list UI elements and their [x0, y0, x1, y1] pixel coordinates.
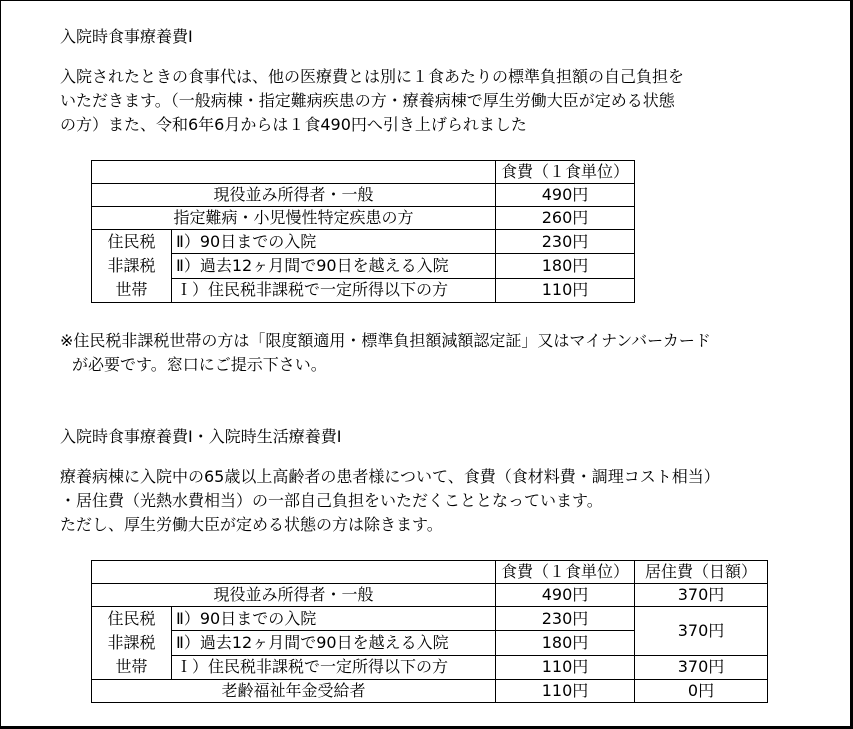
note-line2: が必要です。窓口にご提示下さい。 — [72, 355, 327, 374]
tax-exempt-group-label: 住民税 非課税 世帯 — [92, 230, 172, 303]
meal-value: 230円 — [496, 607, 635, 631]
meal-value: 490円 — [496, 584, 635, 607]
section1-paragraph-line2: いただきます。（一般病棟・指定難病疾患の方・療養病棟で厚生労働大臣が定める状態 — [60, 91, 675, 110]
table-row — [92, 655, 768, 679]
residence-value: 0円 — [635, 680, 768, 703]
group-row-label: Ｉ）住民税非課税で一定所得以下の方 — [172, 655, 496, 679]
group-row-label: Ⅱ）過去12ヶ月間で90日を越える入院 — [172, 631, 496, 655]
meal-value: 110円 — [496, 680, 635, 703]
section1-title: 入院時食事療養費Ⅰ — [60, 27, 193, 46]
table-row — [92, 278, 635, 302]
table-row — [92, 184, 635, 207]
table-header-blank — [92, 161, 496, 184]
meal-value: 260円 — [496, 207, 635, 230]
table-row — [92, 230, 635, 254]
section2-paragraph-line3: ただし、厚生労働大臣が定める状態の方は除きます。 — [60, 515, 443, 534]
residence-value-merged: 370円 — [635, 607, 768, 656]
table-header-blank — [92, 561, 496, 584]
table-row — [92, 207, 635, 230]
meal-header: 食費（１食単位） — [496, 561, 635, 584]
meal-cost-table — [91, 160, 635, 303]
table-header-row — [92, 161, 635, 184]
group-row-label: Ｉ）住民税非課税で一定所得以下の方 — [172, 278, 496, 302]
meal-value: 180円 — [496, 631, 635, 655]
note-line1: ※住民税非課税世帯の方は「限度額適用・標準負担額減額認定証」又はマイナンバーカード — [60, 331, 711, 350]
table-row — [92, 607, 768, 631]
tax-exempt-group-label: 住民税 非課税 世帯 — [92, 607, 172, 680]
section2-paragraph-line1: 療養病棟に入院中の65歳以上高齢者の患者様について、食費（食材料費・調理コスト相当） — [60, 467, 720, 486]
meal-value: 490円 — [496, 184, 635, 207]
meal-value: 230円 — [496, 230, 635, 254]
section2-title: 入院時食事療養費Ⅰ・入院時生活療養費Ⅰ — [60, 427, 342, 446]
table-row — [92, 584, 768, 607]
group-row-label: Ⅱ）90日までの入院 — [172, 607, 496, 631]
residence-header: 居住費（日額） — [635, 561, 768, 584]
residence-value: 370円 — [635, 584, 768, 607]
section2-paragraph-line2: ・居住費（光熱水費相当）の一部自己負担をいただくこととなっています。 — [60, 491, 603, 510]
table-header-row — [92, 561, 768, 584]
meal-value: 180円 — [496, 254, 635, 278]
section1-paragraph-line1: 入院されたときの食事代は、他の医療費とは別に１食あたりの標準負担額の自己負担を — [60, 67, 685, 86]
meal-residence-cost-table — [91, 560, 768, 703]
group-row-label: Ⅱ）過去12ヶ月間で90日を越える入院 — [172, 254, 496, 278]
residence-value: 370円 — [635, 655, 768, 679]
row-label-pension: 老齢福祉年金受給者 — [92, 680, 496, 703]
row-label-designated: 指定難病・小児慢性特定疾患の方 — [92, 207, 496, 230]
table-row — [92, 254, 635, 278]
meal-header: 食費（１食単位） — [496, 161, 635, 184]
row-label-general: 現役並み所得者・一般 — [92, 584, 496, 607]
row-label-general: 現役並み所得者・一般 — [92, 184, 496, 207]
table-row — [92, 680, 768, 703]
section1-paragraph-line3: の方）また、令和6年6月からは１食490円へ引き上げられました — [60, 115, 527, 134]
meal-value: 110円 — [496, 278, 635, 302]
meal-value: 110円 — [496, 655, 635, 679]
group-row-label: Ⅱ）90日までの入院 — [172, 230, 496, 254]
